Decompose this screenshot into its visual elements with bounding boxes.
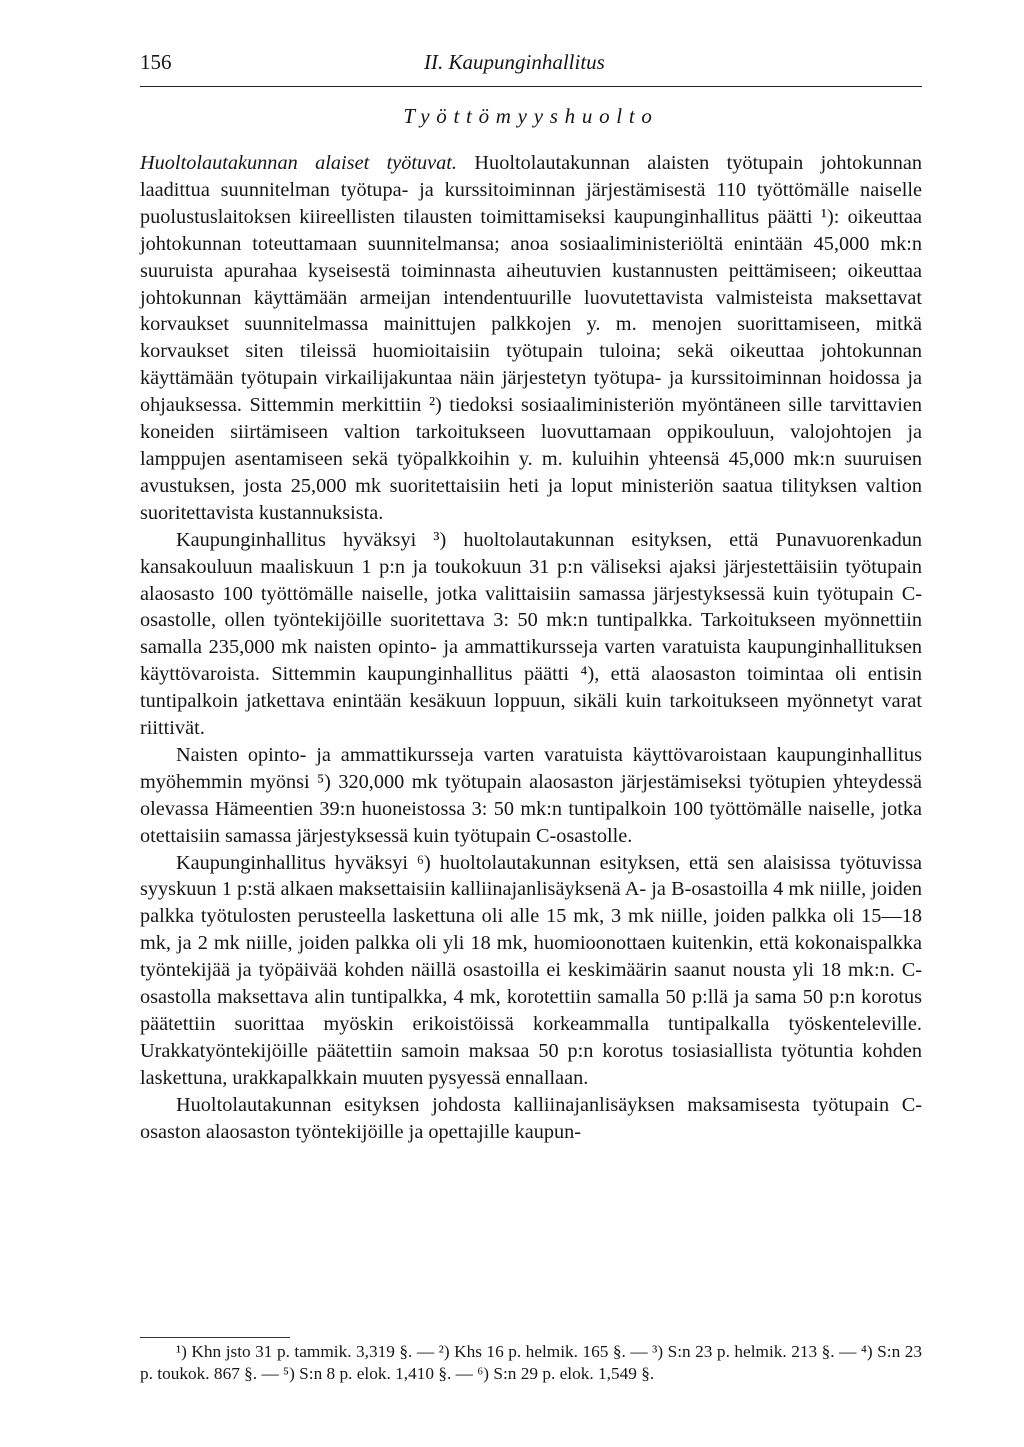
footnotes — [140, 1341, 922, 1385]
section-title: Työttömyyshuolto — [403, 104, 659, 128]
running-title: II. Kaupunginhallitus — [424, 50, 605, 74]
footnote-rule — [140, 1337, 290, 1338]
paragraph-text: Huoltolautakunnan alaisten työtupain johtokunnan laadittua suunnitelman työtupa- ja kurssitoiminnan järjestämisestä 110 työttömälle naiselle puolustuslaitoksen kiireellisten tilausten toimittamiseksi kaupunginhallitus päätti ¹): oikeuttaa johtokunnan toteuttamaan suunnitelmansa; anoa sosiaaliministeriöltä enintään 45,000 mk:n suuruista apurahaa kyseisestä toiminnasta aiheutuvien kustannusten peittämiseen; oikeuttaa johtokunnan käyttämään armeijan intendentuurille luovutettavista valmisteista maksettavat korvaukset suunnitelmassa mainittujen palkkojen y. m. menojen suorittamiseen, mitkä korvaukset siten tileissä huomioitaisiin työtupain tuloina; sekä oikeuttaa johtokunnan käyttämään työtupain virkailijakuntaa näin järjestetyn työtupa- ja kurssitoiminnan hoidossa ja ohjauksessa. Sittemmin merkittiin ²) tiedoksi sosiaaliministeriön myöntäneen sille tarvittavien koneiden siirtämiseen valtion tarkoitukseen luovuttamaan oppikouluun, valojohtojen ja lamppujen asentamiseen sekä työpalkkoihin y. m. kuluihin yhteensä 45,000 mk:n suuruisen avustuksen, josta 25,000 mk suoritettaisiin heti ja loput ministeriön saatua tilityksen valtion suoritettavista kustannuksista. — [140, 152, 923, 524]
page-header — [140, 50, 922, 84]
page-number: 156 — [140, 50, 172, 74]
header-rule — [140, 86, 922, 87]
run-in-heading: Huoltolautakunnan alaiset työtuvat. — [140, 152, 458, 174]
paragraph — [140, 150, 922, 527]
footnote-text: ¹) Khn jsto 31 p. tammik. 3,319 §. — ²) Khs 16 p. helmik. 165 §. — ³) S:n 23 p. helmik. 213 §. — ⁴) S:n 23 p. toukok. 867 §. — ⁵) S:n 8 p. elok. 1,410 §. — ⁶) S:n 29 p. elok. 1,549 §. — [140, 1342, 922, 1383]
body-text — [140, 150, 922, 1146]
paragraph: Naisten opinto- ja ammattikursseja varten varatuista käyttövaroistaan kaupunginhallitus myöhemmin myönsi ⁵) 320,000 mk työtupain alaosaston järjestämiseksi työtupien yhteydessä olevassa Hämeentien 39:n huoneistossa 3: 50 mk:n tuntipalkoin 100 työttömälle naiselle, jotka otettaisiin samassa järjestyksessä kuin työtupain C-osastolle. — [140, 743, 922, 847]
paragraph: Kaupunginhallitus hyväksyi ⁶) huoltolautakunnan esityksen, että sen alaisissa työtuvissa syyskuun 1 p:stä alkaen maksettaisiin kalliinajanlisäyksenä A- ja B-osastoilla 4 mk niille, joiden palkka työtulosten perusteella laskettuna oli alle 15 mk, 3 mk niille, joiden palkka oli 15—18 mk, ja 2 mk niille, joiden palkka oli yli 18 mk, huomioonottaen kuitenkin, että kokonaispalkka työntekijää ja työpäivää kohden näillä osastoilla ei keskimäärin saanut nousta yli 18 mk:n. C-osastolla maksettava alin tuntipalkka, 4 mk, korotettiin samalla 50 p:llä ja sama 50 p:n korotus päätettiin suorittaa myöskin erikoistöissä korkeammalla tuntipalkalla työskenteleville. Urakkatyöntekijöille päätettiin samoin maksaa 50 p:n korotus tosiasiallista työtuntia kohden laskettuna, urakkapalkkain muuten pysyessä ennallaan. — [140, 851, 922, 1089]
paragraph: Kaupunginhallitus hyväksyi ³) huoltolautakunnan esityksen, että Punavuorenkadun kansakouluun maaliskuun 1 p:n ja toukokuun 31 p:n väliseksi ajaksi järjestettäisiin työtupain alaosasto 100 työttömälle naiselle, jotka valittaisiin samassa järjestyksessä kuin työtupain C-osastolle, ollen työntekijöille suoritettava 3: 50 mk:n tuntipalkka. Tarkoitukseen myönnettiin samalla 235,000 mk naisten opinto- ja ammattikursseja varten varatuista kaupunginhallituksen käyttövaroista. Sittemmin kaupunginhallitus päätti ⁴), että alaosaston toimintaa oli entisin tuntipalkoin jatkettava enintään kesäkuun loppuun, sikäli kuin tarkoitukseen myönnetyt varat riittivät. — [140, 528, 922, 740]
paragraph: Huoltolautakunnan esityksen johdosta kalliinajanlisäyksen maksamisesta työtupain C-osaston alaosaston työntekijöille ja opettajille kaupun- — [140, 1093, 922, 1143]
